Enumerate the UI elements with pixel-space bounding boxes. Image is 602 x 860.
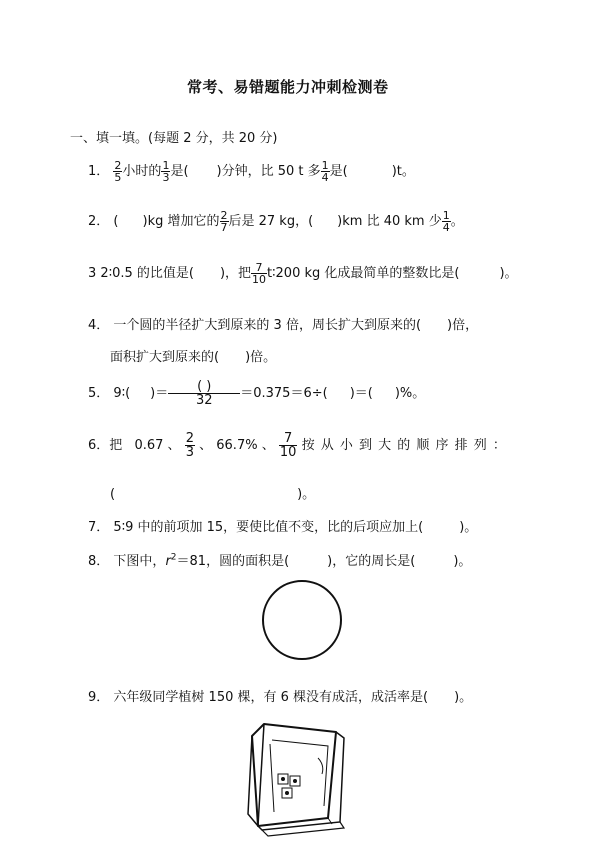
q7-number: 7．: [88, 520, 110, 535]
q2-text-4: )km 比 40 km 少: [337, 214, 442, 229]
q3-text-4: )。: [499, 266, 518, 281]
q8-text-3: )，它的周长是(: [327, 554, 416, 569]
q6-sep-2: 、: [199, 438, 213, 453]
question-4: [88, 314, 478, 333]
q2-text-5: 。: [450, 214, 464, 229]
q4-line2-end: )倍。: [245, 350, 277, 365]
q2-text-2: )kg 增加它的: [142, 214, 220, 229]
q4-line1: 一个圆的半径扩大到原来的 3 倍，周长扩大到原来的(: [113, 318, 422, 333]
q8-radius-symbol: r: [165, 554, 171, 569]
q6-number: 6: [88, 438, 97, 453]
q6-sep-1: 、: [167, 438, 181, 453]
q8-text-2: ＝81，圆的面积是(: [176, 554, 290, 569]
q5-text-5: )%。: [394, 386, 426, 401]
question-6: [88, 432, 507, 459]
fraction-2-5: $\frac{2}{5}$: [114, 159, 122, 184]
q8-text-4: )。: [453, 554, 472, 569]
fraction-2-7: $\frac{2}{7}$: [220, 209, 228, 234]
fraction-blank-32: $\frac{( )}{32}$: [168, 380, 240, 407]
question-3: [88, 262, 518, 285]
q1-number: 1．: [88, 164, 110, 179]
q3-text-2: )，把: [219, 266, 252, 281]
q2-number: 2．: [88, 214, 110, 229]
question-5: [88, 380, 425, 407]
q9-text-1: 六年级同学植树 150 棵，有 6 棵没有成活，成活率是(: [113, 690, 429, 705]
q8-exponent: 2: [170, 552, 177, 563]
fraction-1-3: $\frac{1}{3}$: [162, 159, 170, 184]
q7-text-1: 5∶9 中的前项加 15，要使比值不变，比的后项应加上(: [113, 520, 424, 535]
q6-line2-close: )。: [297, 487, 316, 502]
section-heading: 一、填一填。(每题 2 分，共 20 分): [70, 131, 278, 146]
q6-text-1: ．把: [96, 438, 123, 453]
fraction-1-4b: $\frac{1}{4}$: [442, 209, 450, 234]
question-2: [88, 210, 464, 233]
question-1: [88, 160, 415, 183]
q9-text-2: )。: [454, 690, 473, 705]
q1-text-3: )分钟，比 50 t 多: [216, 164, 321, 179]
q2-text-3: 后是 27 kg，(: [228, 214, 314, 229]
q4-line2: 面积扩大到原来的(: [110, 350, 220, 365]
q6-value-2: 66.7%: [216, 438, 258, 453]
fraction-7-10: $\frac{7}{10}$: [252, 261, 267, 286]
circle-figure: [260, 578, 344, 662]
question-8: [88, 550, 471, 569]
q1-text-1: 小时的: [122, 164, 162, 179]
question-9: [88, 686, 472, 705]
q8-number: 8．: [88, 554, 110, 569]
q6-text-2: 按 从 小 到 大 的 顺 序 排 列 ：: [301, 438, 507, 453]
q6-line2-open: (: [110, 487, 116, 502]
q4-line1-end: )倍，: [447, 318, 479, 333]
q3-text-3: t∶200 kg 化成最简单的整数比是(: [267, 266, 460, 281]
question-7: [88, 516, 477, 535]
q1-text-2: 是(: [170, 164, 189, 179]
book-illustration: [244, 718, 354, 838]
page-title: 常考、易错题能力冲刺检测卷: [187, 78, 389, 96]
q6-value-1: 0.67: [134, 438, 164, 453]
q9-number: 9．: [88, 690, 110, 705]
q4-number: 4．: [88, 318, 110, 333]
q5-text-4: )＝(: [349, 386, 373, 401]
q1-text-5: )t。: [391, 164, 415, 179]
fraction-1-4: $\frac{1}{4}$: [321, 159, 329, 184]
question-4-line2: [110, 346, 276, 365]
q5-number: 5．: [88, 386, 110, 401]
q6-sep-3: 、: [261, 438, 275, 453]
fraction-2-3: $\frac{2}{3}$: [185, 431, 194, 460]
q8-text-1: 下图中，: [113, 554, 166, 569]
question-6-line2: [110, 483, 315, 502]
q3-number: 3: [88, 266, 97, 281]
q3-text-1: 2∶0.5 的比值是(: [100, 266, 194, 281]
fraction-7-10b: $\frac{7}{10}$: [279, 431, 297, 460]
q7-text-2: )。: [459, 520, 478, 535]
q1-text-4: 是(: [329, 164, 348, 179]
q5-text-1: 9∶(: [113, 386, 131, 401]
q2-text-1: (: [113, 214, 119, 229]
q5-text-3: ＝0.375＝6÷(: [240, 386, 328, 401]
q5-text-2: )＝: [150, 386, 169, 401]
